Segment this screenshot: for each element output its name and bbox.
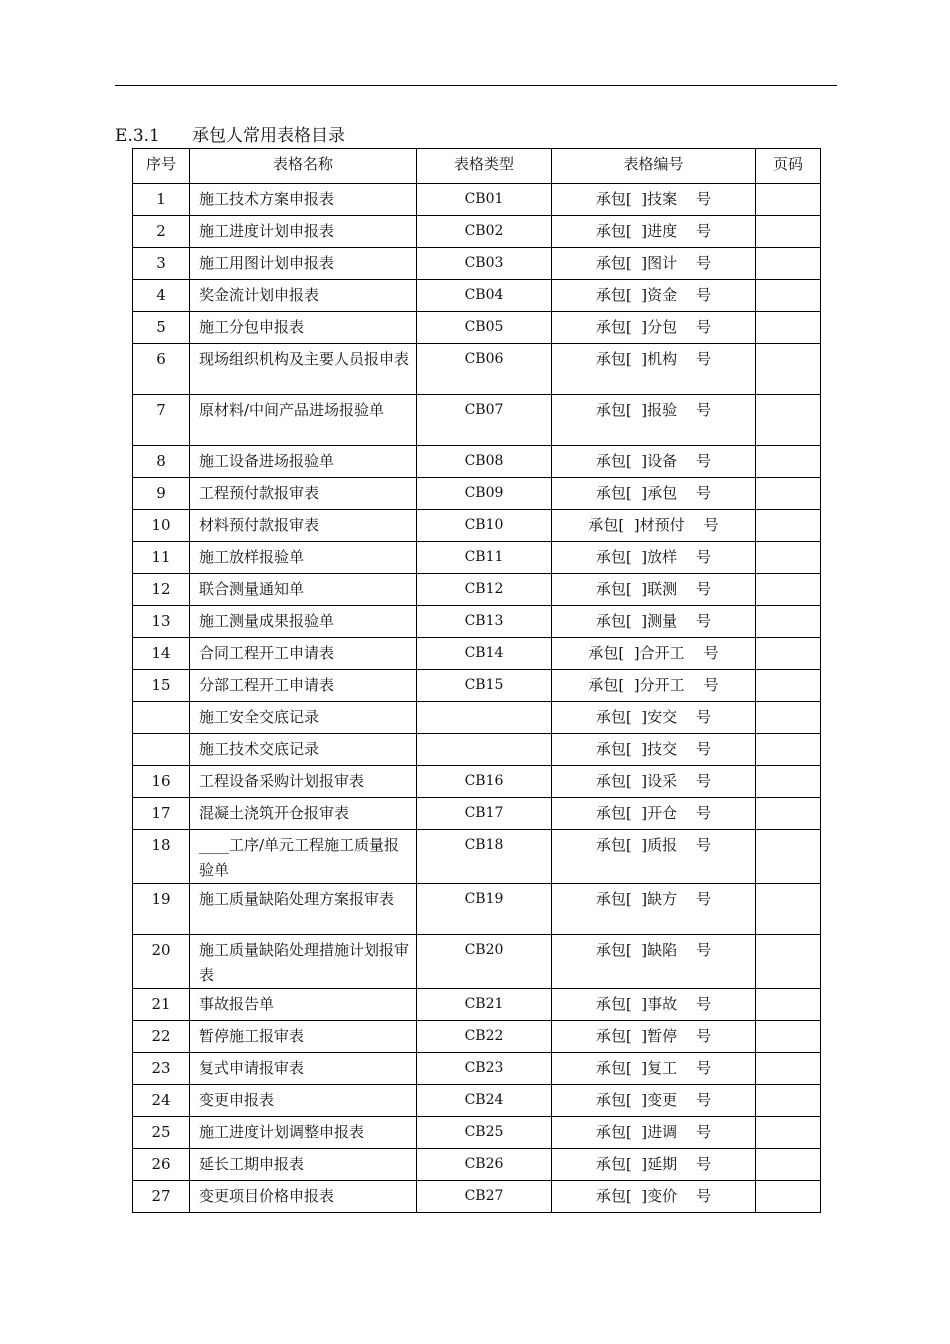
table-row [133, 766, 821, 798]
table-row [133, 734, 821, 766]
table-row [133, 1149, 821, 1181]
cell-name: 奖金流计划申报表 [190, 280, 417, 312]
page-header-rule [115, 85, 837, 86]
cell-type: CB15 [417, 670, 552, 702]
cell-name: 合同工程开工申请表 [190, 638, 417, 670]
cell-code: 承包[ ]事故 号 [552, 989, 756, 1021]
cell-page [756, 574, 821, 606]
cell-name: 现场组织机构及主要人员报申表 [190, 344, 417, 395]
cell-type [417, 734, 552, 766]
cell-page [756, 702, 821, 734]
table-row [133, 312, 821, 344]
cell-seq: 20 [133, 935, 190, 989]
header-seq: 序号 [133, 149, 190, 184]
cell-page [756, 1117, 821, 1149]
cell-type: CB21 [417, 989, 552, 1021]
cell-type: CB02 [417, 216, 552, 248]
cell-code: 承包[ ]技案 号 [552, 184, 756, 216]
cell-name: ____工序/单元工程施工质量报验单 [190, 830, 417, 884]
cell-code: 承包[ ]进度 号 [552, 216, 756, 248]
cell-name: 联合测量通知单 [190, 574, 417, 606]
cell-name: 材料预付款报审表 [190, 510, 417, 542]
cell-page [756, 734, 821, 766]
cell-code: 承包[ ]变价 号 [552, 1181, 756, 1213]
cell-page [756, 280, 821, 312]
cell-name: 工程预付款报审表 [190, 478, 417, 510]
cell-seq [133, 702, 190, 734]
cell-code: 承包[ ]报验 号 [552, 395, 756, 446]
cell-code: 承包[ ]技交 号 [552, 734, 756, 766]
cell-seq: 22 [133, 1021, 190, 1053]
cell-code: 承包[ ]分包 号 [552, 312, 756, 344]
table-header-row [133, 149, 821, 184]
cell-type: CB09 [417, 478, 552, 510]
cell-page [756, 638, 821, 670]
cell-seq: 6 [133, 344, 190, 395]
cell-type: CB25 [417, 1117, 552, 1149]
cell-seq: 12 [133, 574, 190, 606]
cell-code: 承包[ ]材预付 号 [552, 510, 756, 542]
forms-catalog-table [132, 148, 821, 1213]
cell-seq: 14 [133, 638, 190, 670]
cell-seq: 7 [133, 395, 190, 446]
cell-type: CB24 [417, 1085, 552, 1117]
cell-page [756, 344, 821, 395]
table-row [133, 446, 821, 478]
cell-seq: 21 [133, 989, 190, 1021]
cell-page [756, 312, 821, 344]
cell-seq: 8 [133, 446, 190, 478]
cell-seq: 18 [133, 830, 190, 884]
cell-code: 承包[ ]设采 号 [552, 766, 756, 798]
header-page: 页码 [756, 149, 821, 184]
cell-name: 工程设备采购计划报审表 [190, 766, 417, 798]
cell-type: CB16 [417, 766, 552, 798]
cell-type: CB03 [417, 248, 552, 280]
header-code: 表格编号 [552, 149, 756, 184]
cell-name: 施工用图计划申报表 [190, 248, 417, 280]
cell-name: 施工放样报验单 [190, 542, 417, 574]
cell-seq: 3 [133, 248, 190, 280]
cell-type: CB07 [417, 395, 552, 446]
table-row [133, 830, 821, 884]
cell-name: 施工质量缺陷处理措施计划报审表 [190, 935, 417, 989]
cell-name: 施工质量缺陷处理方案报审表 [190, 884, 417, 935]
cell-page [756, 935, 821, 989]
cell-seq: 19 [133, 884, 190, 935]
cell-page [756, 884, 821, 935]
cell-name: 暂停施工报审表 [190, 1021, 417, 1053]
cell-type: CB20 [417, 935, 552, 989]
table-row [133, 1021, 821, 1053]
cell-seq: 5 [133, 312, 190, 344]
cell-type: CB19 [417, 884, 552, 935]
cell-page [756, 670, 821, 702]
cell-page [756, 184, 821, 216]
cell-type: CB23 [417, 1053, 552, 1085]
cell-type: CB17 [417, 798, 552, 830]
cell-seq [133, 734, 190, 766]
cell-type: CB06 [417, 344, 552, 395]
cell-code: 承包[ ]测量 号 [552, 606, 756, 638]
table-row [133, 216, 821, 248]
cell-type: CB04 [417, 280, 552, 312]
cell-code: 承包[ ]机构 号 [552, 344, 756, 395]
cell-type: CB12 [417, 574, 552, 606]
cell-page [756, 216, 821, 248]
cell-seq: 16 [133, 766, 190, 798]
section-heading [115, 124, 345, 148]
table-row [133, 344, 821, 395]
cell-page [756, 248, 821, 280]
table-row [133, 606, 821, 638]
cell-code: 承包[ ]延期 号 [552, 1149, 756, 1181]
cell-page [756, 1053, 821, 1085]
cell-page [756, 1021, 821, 1053]
cell-seq: 26 [133, 1149, 190, 1181]
table-row [133, 638, 821, 670]
cell-name: 原材料/中间产品进场报验单 [190, 395, 417, 446]
cell-code: 承包[ ]缺陷 号 [552, 935, 756, 989]
cell-code: 承包[ ]图计 号 [552, 248, 756, 280]
table-row [133, 1085, 821, 1117]
table-row [133, 478, 821, 510]
cell-name: 施工设备进场报验单 [190, 446, 417, 478]
cell-page [756, 542, 821, 574]
cell-seq: 23 [133, 1053, 190, 1085]
cell-name: 事故报告单 [190, 989, 417, 1021]
cell-name: 施工技术交底记录 [190, 734, 417, 766]
cell-type: CB13 [417, 606, 552, 638]
cell-seq: 9 [133, 478, 190, 510]
cell-type: CB01 [417, 184, 552, 216]
cell-type: CB11 [417, 542, 552, 574]
table-row [133, 935, 821, 989]
cell-name: 复式申请报审表 [190, 1053, 417, 1085]
cell-type: CB10 [417, 510, 552, 542]
cell-code: 承包[ ]联测 号 [552, 574, 756, 606]
cell-page [756, 1085, 821, 1117]
table-row [133, 670, 821, 702]
cell-type: CB18 [417, 830, 552, 884]
cell-seq: 1 [133, 184, 190, 216]
cell-seq: 10 [133, 510, 190, 542]
cell-name: 施工进度计划申报表 [190, 216, 417, 248]
cell-name: 分部工程开工申请表 [190, 670, 417, 702]
cell-seq: 25 [133, 1117, 190, 1149]
section-number: E.3.1 [115, 126, 160, 146]
cell-page [756, 766, 821, 798]
cell-seq: 4 [133, 280, 190, 312]
cell-name: 变更项目价格申报表 [190, 1181, 417, 1213]
table-row [133, 989, 821, 1021]
cell-seq: 2 [133, 216, 190, 248]
table-row [133, 395, 821, 446]
cell-code: 承包[ ]资金 号 [552, 280, 756, 312]
cell-page [756, 1149, 821, 1181]
table-row [133, 280, 821, 312]
header-name: 表格名称 [190, 149, 417, 184]
cell-code: 承包[ ]变更 号 [552, 1085, 756, 1117]
cell-name: 混凝土浇筑开仓报审表 [190, 798, 417, 830]
cell-name: 施工安全交底记录 [190, 702, 417, 734]
cell-type: CB05 [417, 312, 552, 344]
cell-seq: 17 [133, 798, 190, 830]
cell-seq: 27 [133, 1181, 190, 1213]
cell-name: 施工进度计划调整申报表 [190, 1117, 417, 1149]
cell-seq: 15 [133, 670, 190, 702]
cell-seq: 11 [133, 542, 190, 574]
cell-name: 施工技术方案申报表 [190, 184, 417, 216]
cell-type: CB26 [417, 1149, 552, 1181]
cell-page [756, 606, 821, 638]
cell-page [756, 446, 821, 478]
cell-page [756, 478, 821, 510]
cell-name: 变更申报表 [190, 1085, 417, 1117]
cell-page [756, 1181, 821, 1213]
cell-code: 承包[ ]设备 号 [552, 446, 756, 478]
cell-type [417, 702, 552, 734]
cell-code: 承包[ ]安交 号 [552, 702, 756, 734]
table-row [133, 1053, 821, 1085]
table-row [133, 702, 821, 734]
table-row [133, 542, 821, 574]
cell-name: 施工测量成果报验单 [190, 606, 417, 638]
table-row [133, 1181, 821, 1213]
table-row [133, 884, 821, 935]
header-type: 表格类型 [417, 149, 552, 184]
cell-code: 承包[ ]承包 号 [552, 478, 756, 510]
cell-page [756, 989, 821, 1021]
cell-page [756, 395, 821, 446]
cell-type: CB14 [417, 638, 552, 670]
table-row [133, 248, 821, 280]
table-row [133, 798, 821, 830]
cell-seq: 13 [133, 606, 190, 638]
table-row [133, 1117, 821, 1149]
cell-code: 承包[ ]复工 号 [552, 1053, 756, 1085]
table-row [133, 184, 821, 216]
cell-seq: 24 [133, 1085, 190, 1117]
cell-page [756, 798, 821, 830]
cell-code: 承包[ ]分开工 号 [552, 670, 756, 702]
cell-code: 承包[ ]放样 号 [552, 542, 756, 574]
table-row [133, 574, 821, 606]
cell-page [756, 830, 821, 884]
cell-type: CB22 [417, 1021, 552, 1053]
section-title: 承包人常用表格目录 [192, 126, 345, 146]
cell-code: 承包[ ]缺方 号 [552, 884, 756, 935]
cell-code: 承包[ ]合开工 号 [552, 638, 756, 670]
cell-code: 承包[ ]进调 号 [552, 1117, 756, 1149]
cell-name: 延长工期申报表 [190, 1149, 417, 1181]
cell-code: 承包[ ]质报 号 [552, 830, 756, 884]
cell-name: 施工分包申报表 [190, 312, 417, 344]
table-row [133, 510, 821, 542]
cell-code: 承包[ ]暂停 号 [552, 1021, 756, 1053]
cell-type: CB27 [417, 1181, 552, 1213]
cell-code: 承包[ ]开仓 号 [552, 798, 756, 830]
cell-type: CB08 [417, 446, 552, 478]
cell-page [756, 510, 821, 542]
